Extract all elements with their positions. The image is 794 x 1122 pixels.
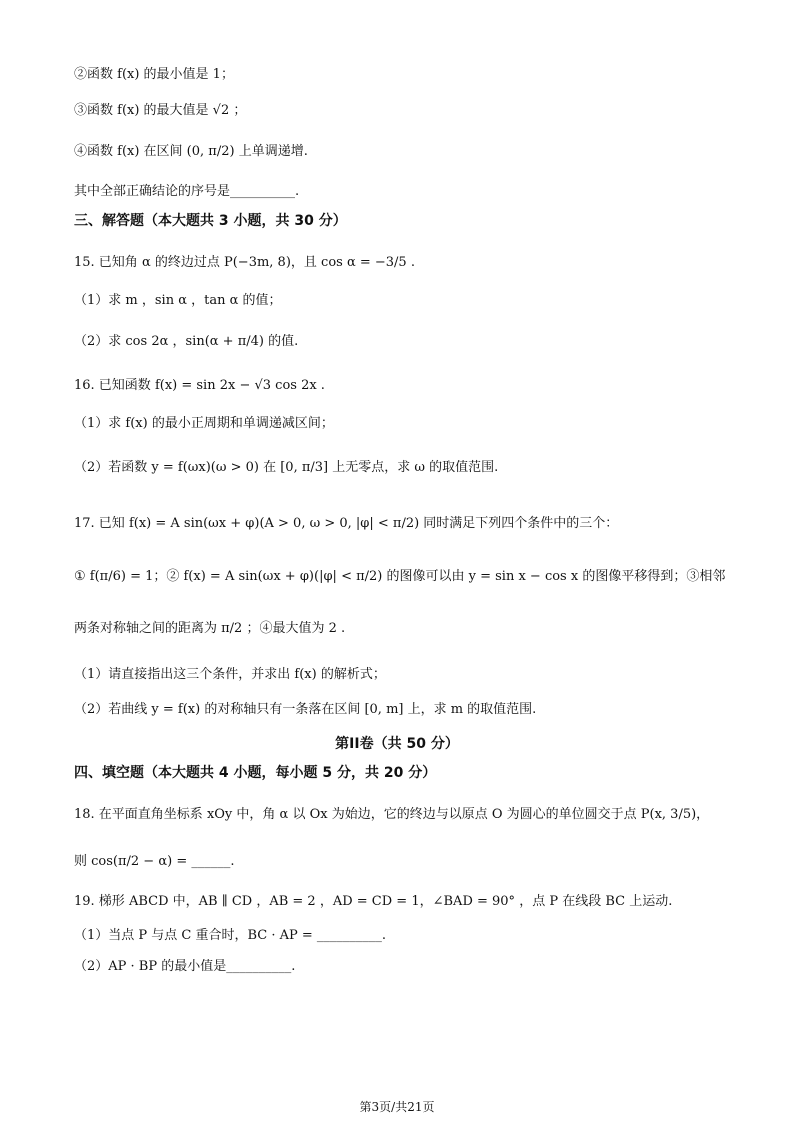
- statement-3: ③函数 f(x) 的最大值是 √2 ；: [74, 103, 247, 118]
- q16-part2: （2）若函数 y = f(ωx)(ω > 0) 在 [0, π/3] 上无零点，求 ω 的取值范围.: [74, 460, 499, 475]
- q18-stem: 18. 在平面直角坐标系 xOy 中，角 α 以 Ox 为始边，它的终边与以原点 O 为圆心的单位圆交于点 P(x, 3/5)，: [74, 807, 710, 822]
- q15-stem: 15. 已知角 α 的终边过点 P(−3m, 8)，且 cos α = −3/5 .: [74, 255, 415, 270]
- q17-part1: （1）请直接指出这三个条件，并求出 f(x) 的解析式；: [74, 667, 386, 682]
- q19-part2: （2）AP · BP 的最小值是__________.: [74, 959, 296, 974]
- q15-part1: （1）求 m ，sin α ，tan α 的值；: [74, 293, 282, 308]
- q17-conditions-cont: 两条对称轴之间的距离为 π/2 ；④最大值为 2 .: [74, 621, 346, 636]
- q19-stem: 19. 梯形 ABCD 中，AB ∥ CD ，AB = 2 ，AD = CD = 1，∠BAD = 90° ，点 P 在线段 BC 上运动.: [74, 894, 673, 909]
- page-footer: 第3页/共21页: [359, 1100, 435, 1114]
- q15-part2: （2）求 cos 2α ，sin(α + π/4) 的值.: [74, 334, 299, 349]
- part-2-title: 第II卷（共 50 分）: [335, 736, 459, 752]
- q16-part1: （1）求 f(x) 的最小正周期和单调递减区间；: [74, 416, 334, 431]
- q14-answer-prompt: 其中全部正确结论的序号是__________.: [74, 184, 300, 199]
- q16-stem: 16. 已知函数 f(x) = sin 2x − √3 cos 2x .: [74, 378, 325, 393]
- q17-stem: 17. 已知 f(x) = A sin(ωx + φ)(A > 0, ω > 0, |φ| < π/2) 同时满足下列四个条件中的三个：: [74, 516, 619, 531]
- section-3-heading: 三、解答题（本大题共 3 小题，共 30 分）: [74, 213, 347, 229]
- q17-conditions: ① f(π/6) = 1；② f(x) = A sin(ωx + φ)(|φ| < π/2) 的图像可以由 y = sin x − cos x 的图像平移得到；③相邻: [74, 569, 726, 584]
- statement-2: ②函数 f(x) 的最小值是 1；: [74, 67, 234, 82]
- statement-4: ④函数 f(x) 在区间 (0, π/2) 上单调递增.: [74, 144, 308, 159]
- section-4-heading: 四、填空题（本大题共 4 小题，每小题 5 分，共 20 分）: [74, 765, 437, 781]
- q19-part1: （1）当点 P 与点 C 重合时，BC · AP = __________.: [74, 928, 387, 943]
- q18-prompt: 则 cos(π/2 − α) = ______.: [74, 854, 235, 869]
- q17-part2: （2）若曲线 y = f(x) 的对称轴只有一条落在区间 [0, m] 上，求 m 的取值范围.: [74, 702, 537, 717]
